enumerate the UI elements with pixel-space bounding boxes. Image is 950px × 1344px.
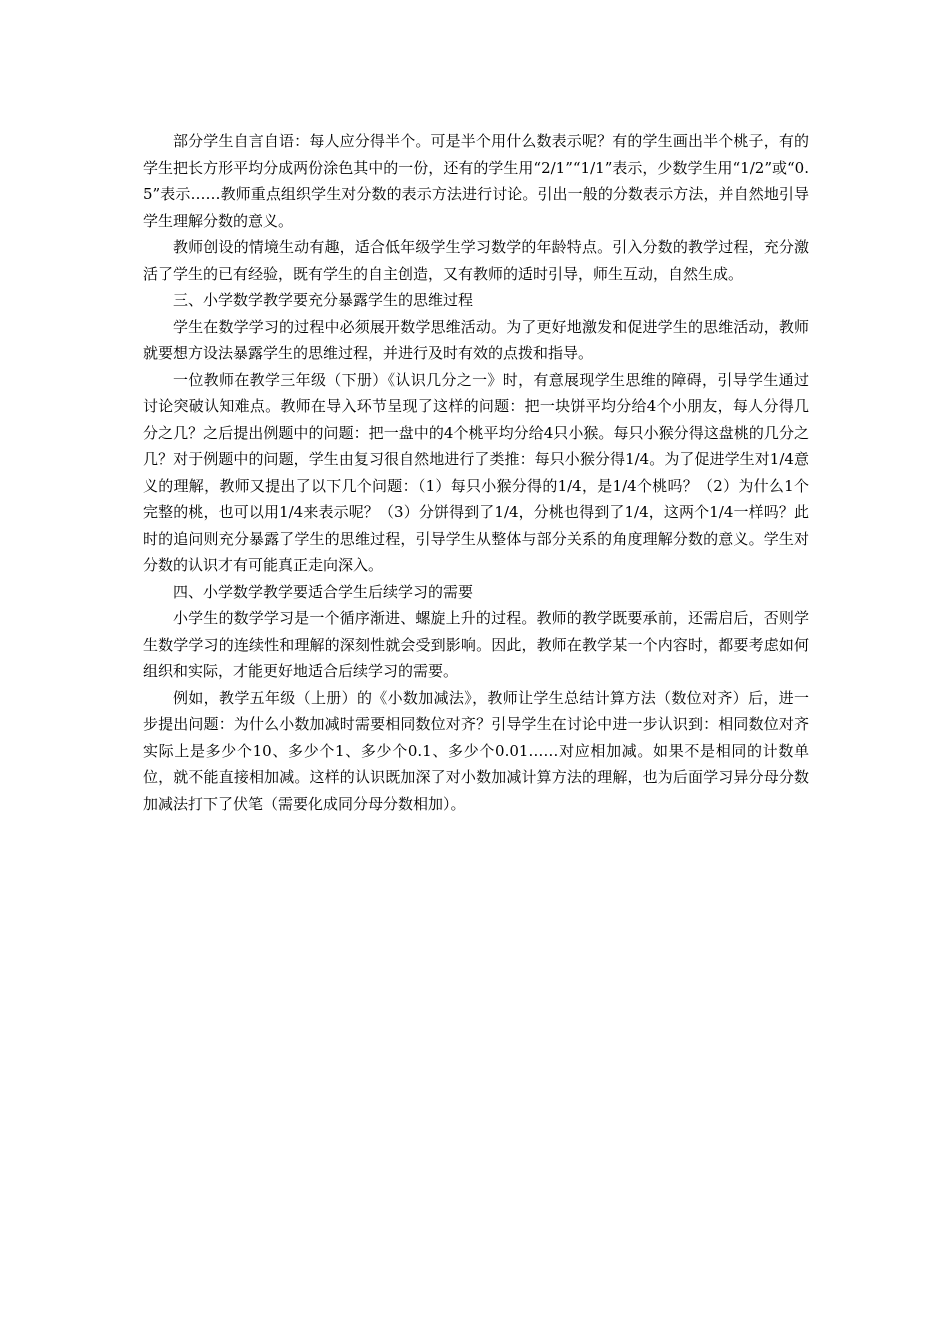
paragraph-thinking-activity: 学生在数学学习的过程中必须展开数学思维活动。为了更好地激发和促进学生的思维活动，教师就要想方设法暴露学生的思维过程，并进行及时有效的点拨和指导。 bbox=[143, 317, 809, 362]
paragraph-teacher-situation: 教师创设的情境生动有趣，适合低年级学生学习数学的年龄特点。引入分数的教学过程，充分激活了学生的已有经验，既有学生的自主创造，又有教师的适时引导，师生互动，自然生成。 bbox=[143, 238, 809, 283]
section-heading-four: 四、小学数学教学要适合学生后续学习的需要 bbox=[173, 582, 474, 601]
section-heading-three: 三、小学数学教学要充分暴露学生的思维过程 bbox=[173, 291, 474, 309]
paragraph-student-self-talk: 部分学生自言自语：每人应分得半个。可是半个用什么数表示呢？有的学生画出半个桃子，有的学生把长方形平均分成两份涂色其中的一份，还有的学生用“2/1”“1/1”表示，少数学生用“1/2”或“0.5”表示……教师重点组织学生对分数的表示方法进行讨论。引出一般的分数表示方法，并自然地引导学生理解分数的意义。 bbox=[143, 132, 809, 230]
document-body bbox=[143, 128, 809, 817]
paragraph-decimal-example: 例如，教学五年级（上册）的《小数加减法》，教师让学生总结计算方法（数位对齐）后，进一步提出问题：为什么小数加减时需要相同数位对齐？引导学生在讨论中进一步认识到：相同数位对齐实际上是多少个10、多少个1、多少个0.1、多少个0.01……对应相加减。如果不是相同的计数单位，就不能直接相加减。这样的认识既加深了对小数加减计算方法的理解，也为后面学习异分母分数加减法打下了伏笔（需要化成同分母分数相加）。 bbox=[143, 688, 809, 813]
paragraph-fraction-example: 一位教师在教学三年级（下册）《认识几分之一》时，有意展现学生思维的障碍，引导学生通过讨论突破认知难点。教师在导入环节呈现了这样的问题：把一块饼平均分给4个小朋友，每人分得几分之几？之后提出例题中的问题：把一盘中的4个桃平均分给4只小猴。每只小猴分得这盘桃的几分之几？对于例题中的问题，学生由复习很自然地进行了类推：每只小猴分得1/4。为了促进学生对1/4意义的理解，教师又提出了以下几个问题：（1）每只小猴分得的1/4，是1/4个桃吗？（2）为什么1个完整的桃，也可以用1/4来表示呢？（3）分饼得到了1/4，分桃也得到了1/4，这两个1/4一样吗？此时的追问则充分暴露了学生的思维过程，引导学生从整体与部分关系的角度理解分数的意义。学生对分数的认识才有可能真正走向深入。 bbox=[143, 370, 809, 574]
paragraph-spiral-learning: 小学生的数学学习是一个循序渐进、螺旋上升的过程。教师的教学既要承前，还需启后，否则学生数学学习的连续性和理解的深刻性就会受到影响。因此，教师在教学某一个内容时，都要考虑如何组织和实际，才能更好地适合后续学习的需要。 bbox=[143, 609, 809, 680]
